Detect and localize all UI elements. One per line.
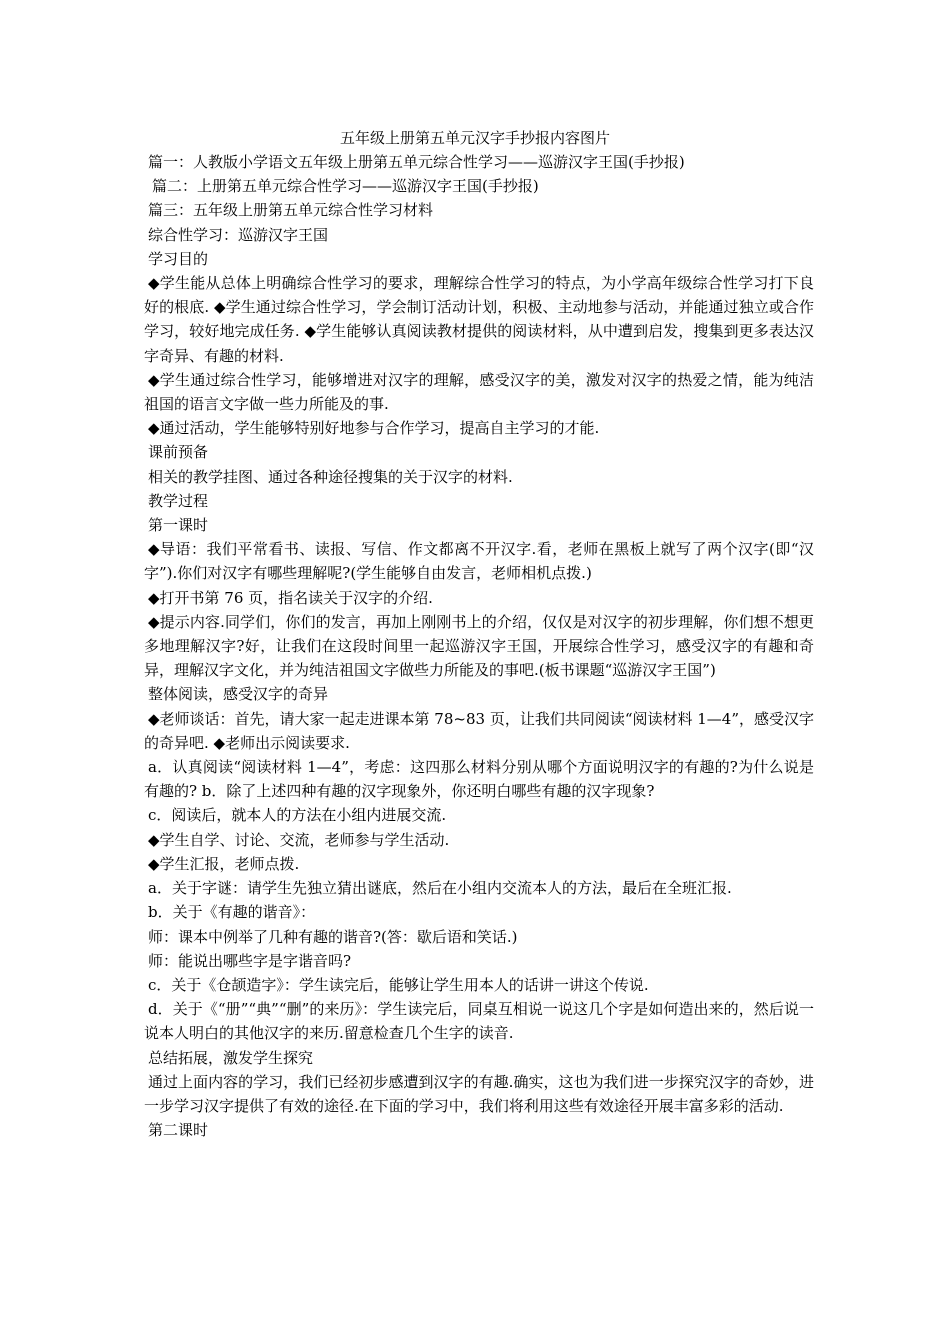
section-heading: 综合性学习：巡游汉字王国 (148, 225, 329, 244)
section-heading: 第一课时 (148, 516, 209, 535)
paragraph: 通过上面内容的学习，我们已经初步感遭到汉字的有趣.确实，这也为我们进一步探究汉字的奇妙，进一步学习汉字提供了有效的途径.在下面的学习中，我们将利用这些有效途径开展丰富多彩的活动. (144, 1072, 814, 1115)
bullet-paragraph: ◆学生汇报，老师点拨. (148, 854, 300, 873)
section-heading: 第二课时 (148, 1121, 209, 1140)
paragraph-article-two: 篇二：上册第五单元综合性学习——巡游汉字王国(手抄报) (152, 177, 539, 196)
list-item: a．认真阅读“阅读材料 1—4”，考虑：这四那么材料分别从哪个方面说明汉字的有趣的?为什么说是有趣的? b．除了上述四种有趣的汉字现象外，你还明白哪些有趣的汉字现象? (144, 758, 814, 801)
list-item: a．关于字谜：请学生先独立猜出谜底，然后在小组内交流本人的方法，最后在全班汇报. (148, 879, 732, 898)
section-heading: 课前预备 (148, 443, 209, 462)
dialogue-line: 师：课本中例举了几种有趣的谐音?(答：歇后语和笑话.) (148, 927, 518, 946)
section-heading: 教学过程 (148, 491, 209, 510)
document-body (144, 150, 814, 1142)
bullet-paragraph: ◆打开书第 76 页，指名读关于汉字的介绍. (148, 588, 433, 607)
bullet-paragraph: ◆学生通过综合性学习，能够增进对汉字的理解，感受汉字的美，激发对汉字的热爱之情，能为纯洁祖国的语言文字做一些力所能及的事. (144, 370, 814, 414)
bullet-paragraph: ◆通过活动，学生能够特别好地参与合作学习，提高自主学习的才能. (148, 419, 600, 438)
paragraph: 相关的教学挂图、通过各种途径搜集的关于汉字的材料. (148, 467, 513, 486)
section-heading: 总结拓展，激发学生探究 (148, 1048, 314, 1067)
section-heading: 整体阅读，感受汉字的奇异 (148, 685, 329, 704)
list-item: c．关于《仓颉造字》：学生读完后，能够让学生用本人的话讲一讲这个传说. (148, 975, 649, 994)
paragraph-article-three: 篇三：五年级上册第五单元综合性学习材料 (148, 201, 434, 220)
list-item: c．阅读后，就本人的方法在小组内进展交流. (148, 806, 447, 825)
dialogue-line: 师：能说出哪些字是字谐音吗? (148, 951, 352, 970)
bullet-paragraph: ◆学生自学、讨论、交流，老师参与学生活动. (148, 830, 450, 849)
list-item: d．关于《“册”“典”“删”的来历》：学生读完后，同桌互相说一说这几个字是如何造出来的，然后说一说本人明白的其他汉字的来历.留意检查几个生字的读音. (144, 1000, 814, 1043)
bullet-paragraph: ◆老师谈话：首先，请大家一起走进课本第 78~83 页，让我们共同阅读“阅读材料 1—4”，感受汉字的奇异吧. ◆老师出示阅读要求. (144, 709, 815, 752)
list-item: b．关于《有趣的谐音》： (148, 903, 316, 922)
bullet-paragraph: ◆导语：我们平常看书、读报、写信、作文都离不开汉字.看，老师在黑板上就写了两个汉字(即“汉字”).你们对汉字有哪些理解呢?(学生能够自由发言，老师相机点拨.) (144, 540, 814, 583)
section-heading: 学习目的 (148, 249, 209, 268)
paragraph-article-one: 篇一：人教版小学语文五年级上册第五单元综合性学习——巡游汉字王国(手抄报) (148, 153, 685, 171)
bullet-paragraph: ◆学生能从总体上明确综合性学习的要求，理解综合性学习的特点，为小学高年级综合性学习打下良好的根底. ◆学生通过综合性学习，学会制订活动计划，积极、主动地参与活动，并能通过独立或合作学习，较好地完成任务. ◆学生能够认真阅读教材提供的阅读材料，从中遭到启发，搜集到更多表达汉字奇异、有趣的材料. (144, 274, 814, 365)
bullet-paragraph: ◆提示内容.同学们，你们的发言，再加上刚刚书上的介绍，仅仅是对汉字的初步理解，你们想不想更多地理解汉字?好，让我们在这段时间里一起巡游汉字王国，开展综合性学习，感受汉字的有趣和奇异，理解汉字文化，并为纯洁祖国文字做些力所能及的事吧.(板书课题“巡游汉字王国”) (144, 612, 814, 680)
document-title: 五年级上册第五单元汉字手抄报内容图片 (339, 129, 610, 147)
